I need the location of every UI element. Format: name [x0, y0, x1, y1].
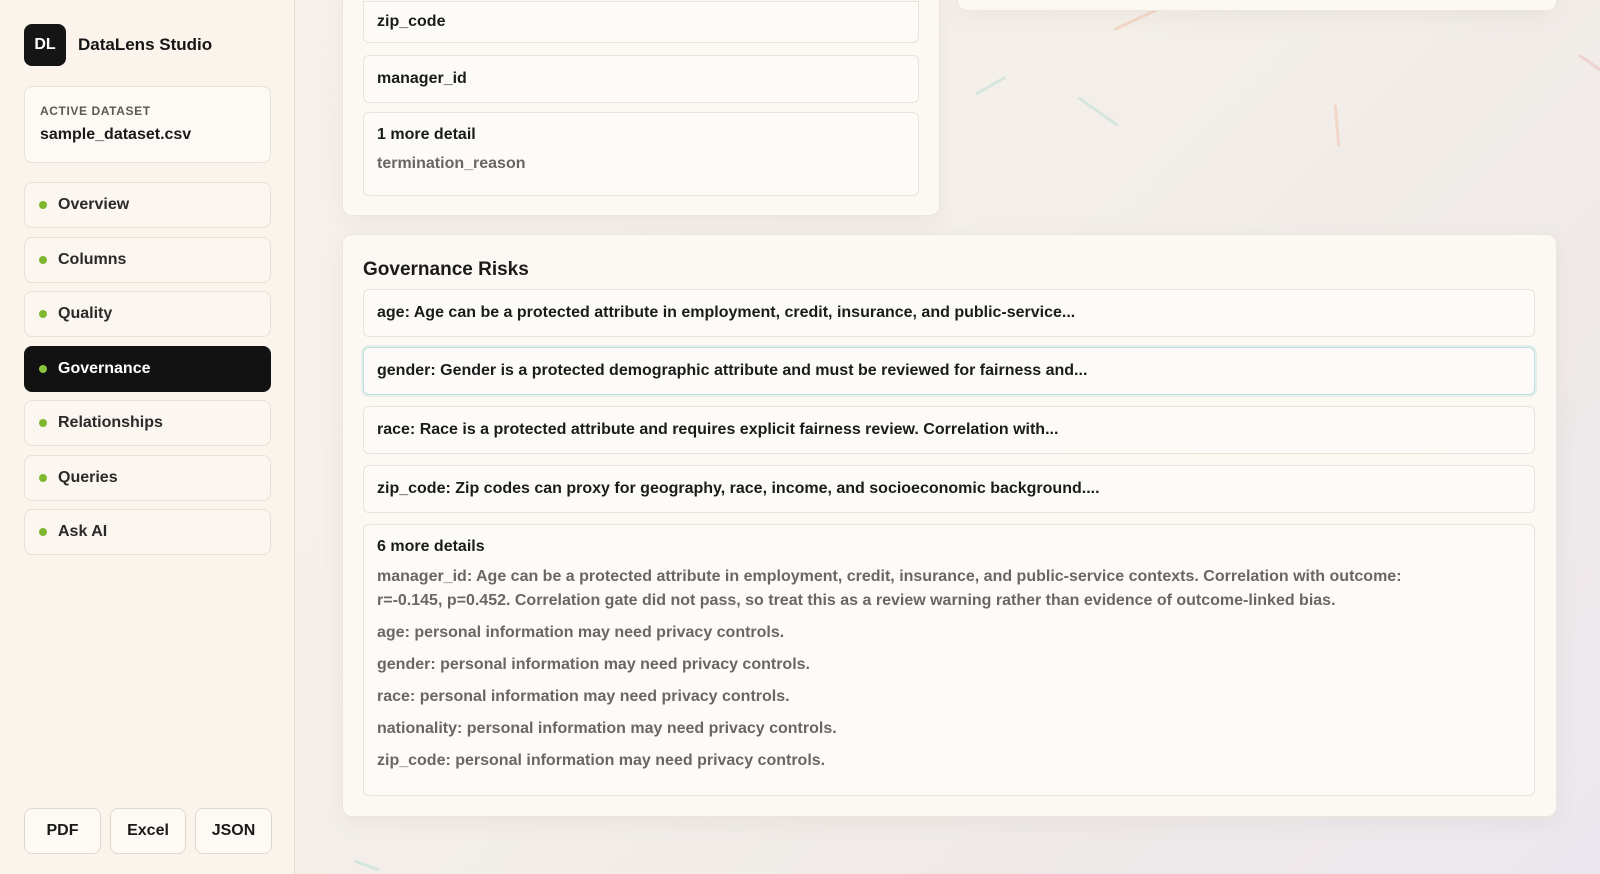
decorative-dash — [1334, 104, 1341, 146]
sidebar-item-label: Overview — [58, 196, 130, 213]
detail-line: zip_code: personal information may need privacy controls. — [377, 752, 826, 769]
sidebar-item-label: Relationships — [58, 414, 163, 431]
detail-line: gender: personal information may need privacy controls. — [377, 656, 810, 673]
status-dot-icon — [39, 474, 47, 482]
more-details-title: 6 more details — [377, 538, 485, 555]
risk-item-gender[interactable] — [363, 347, 1535, 395]
sidebar-item-quality[interactable] — [24, 291, 271, 337]
governance-risks-panel — [342, 234, 1557, 817]
detail-line: termination_reason — [377, 155, 526, 172]
sidebar-item-relationships[interactable] — [24, 400, 271, 446]
decorative-dash — [1077, 97, 1118, 127]
sidebar-item-columns[interactable] — [24, 237, 271, 283]
list-item — [363, 55, 919, 103]
status-dot-icon — [39, 528, 47, 536]
panel-title: Governance Risks — [363, 259, 529, 280]
risk-item-label: race: Race is a protected attribute and requires explicit fairness review. Correlation with... — [377, 421, 1059, 438]
sidebar-item-label: Governance — [58, 359, 151, 377]
more-details-box[interactable] — [363, 524, 1535, 796]
risk-item-race[interactable] — [363, 406, 1535, 454]
status-dot-icon — [39, 256, 47, 264]
export-pdf-button[interactable]: PDF — [24, 808, 101, 854]
brand-name: DataLens Studio — [78, 35, 213, 54]
side-panel — [957, 0, 1557, 11]
sidebar-item-governance[interactable] — [24, 346, 271, 392]
list-item-label: zip_code — [377, 13, 446, 30]
sidebar-item-overview[interactable] — [24, 182, 271, 228]
sidebar-nav — [24, 182, 271, 564]
detail-line: r=-0.145, p=0.452. Correlation gate did not pass, so treat this as a review warning rather than evidence of outcome-linked bias. — [377, 592, 1336, 609]
status-dot-icon — [39, 419, 47, 427]
active-dataset-label: ACTIVE DATASET — [40, 104, 151, 118]
list-item — [363, 1, 919, 43]
active-dataset-name: sample_dataset.csv — [40, 126, 192, 143]
sidebar-item-queries[interactable] — [24, 455, 271, 501]
status-dot-icon — [39, 365, 47, 373]
more-details-list — [377, 565, 1521, 773]
sidebar-item-label: Quality — [58, 305, 113, 322]
sidebar — [0, 0, 295, 874]
list-item-label: manager_id — [377, 70, 467, 87]
detail-line: race: personal information may need privacy controls. — [377, 688, 790, 705]
decorative-dash — [1578, 54, 1600, 77]
risk-item-label: age: Age can be a protected attribute in employment, credit, insurance, and public-service... — [377, 304, 1076, 321]
decorative-dash — [354, 860, 379, 872]
export-json-button[interactable]: JSON — [195, 808, 272, 854]
columns-list-panel — [342, 0, 940, 216]
risk-item-zip-code[interactable] — [363, 465, 1535, 513]
detail-line: manager_id: Age can be a protected attribute in employment, credit, insurance, and public-service contexts. Correlation with outcome: — [377, 568, 1402, 585]
more-details-title: 1 more detail — [377, 126, 476, 143]
risk-item-label: zip_code: Zip codes can proxy for geography, race, income, and socioeconomic background.... — [377, 480, 1100, 497]
detail-line: nationality: personal information may need privacy controls. — [377, 720, 837, 737]
export-excel-button[interactable]: Excel — [110, 808, 186, 854]
more-details-box[interactable] — [363, 112, 919, 196]
sidebar-item-label: Ask AI — [58, 523, 108, 540]
sidebar-item-label: Queries — [58, 468, 118, 486]
sidebar-item-label: Columns — [58, 250, 127, 268]
sidebar-item-ask-ai[interactable] — [24, 509, 271, 555]
status-dot-icon — [39, 201, 47, 209]
decorative-dash — [976, 76, 1007, 96]
brand-logo: DL — [24, 24, 66, 66]
decorative-dash — [1114, 8, 1159, 31]
active-dataset-card — [24, 86, 271, 163]
export-buttons — [24, 808, 272, 854]
status-dot-icon — [39, 310, 47, 318]
brand — [24, 24, 212, 66]
risk-item-label: gender: Gender is a protected demographic attribute and must be reviewed for fairness and... — [377, 362, 1088, 379]
detail-line: age: personal information may need privacy controls. — [377, 624, 785, 641]
risk-item-age[interactable] — [363, 289, 1535, 337]
